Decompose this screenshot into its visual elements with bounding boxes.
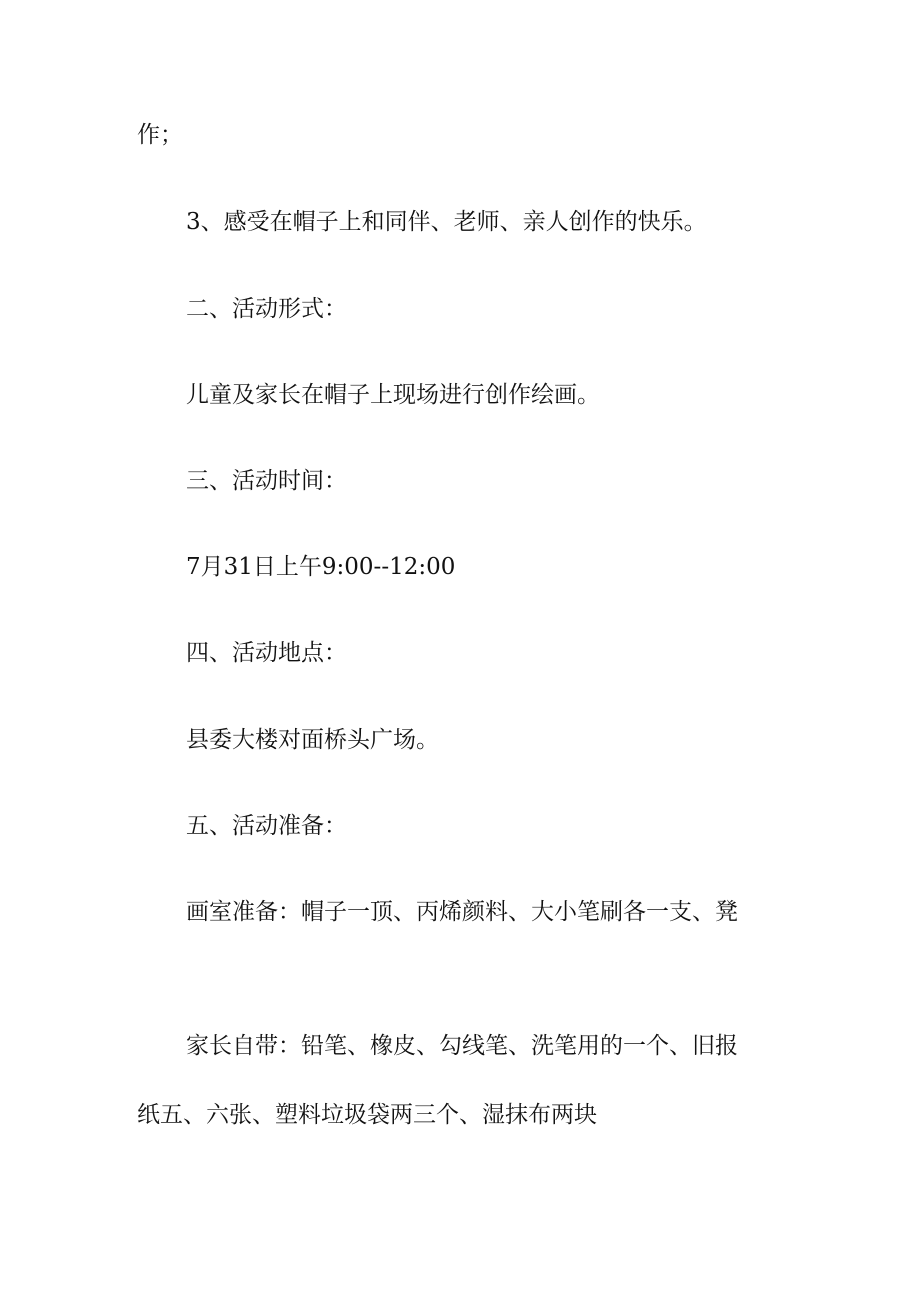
section-heading-preparation: 五、活动准备： — [186, 813, 347, 839]
text-line-parent-items: 家长自带：铅笔、橡皮、勾线笔、洗笔用的一个、旧报 — [186, 1033, 738, 1059]
text-line-form: 儿童及家长在帽子上现场进行创作绘画。 — [186, 382, 600, 408]
text-line-time: 7月31日上午9:00--12:00 — [186, 554, 456, 580]
text-line-parent-items-continued: 纸五、六张、塑料垃圾袋两三个、湿抹布两块 — [137, 1102, 597, 1128]
text-line-goal-3: 3、感受在帽子上和同伴、老师、亲人创作的快乐。 — [186, 209, 707, 235]
section-heading-form: 二、活动形式： — [186, 296, 347, 322]
text-line-location: 县委大楼对面桥头广场。 — [186, 727, 439, 753]
text-line-continuation: 作； — [137, 122, 183, 148]
section-heading-location: 四、活动地点： — [186, 640, 347, 666]
text-line-studio-preparation: 画室准备：帽子一顶、丙烯颜料、大小笔刷各一支、凳 — [186, 899, 738, 925]
section-heading-time: 三、活动时间： — [186, 468, 347, 494]
